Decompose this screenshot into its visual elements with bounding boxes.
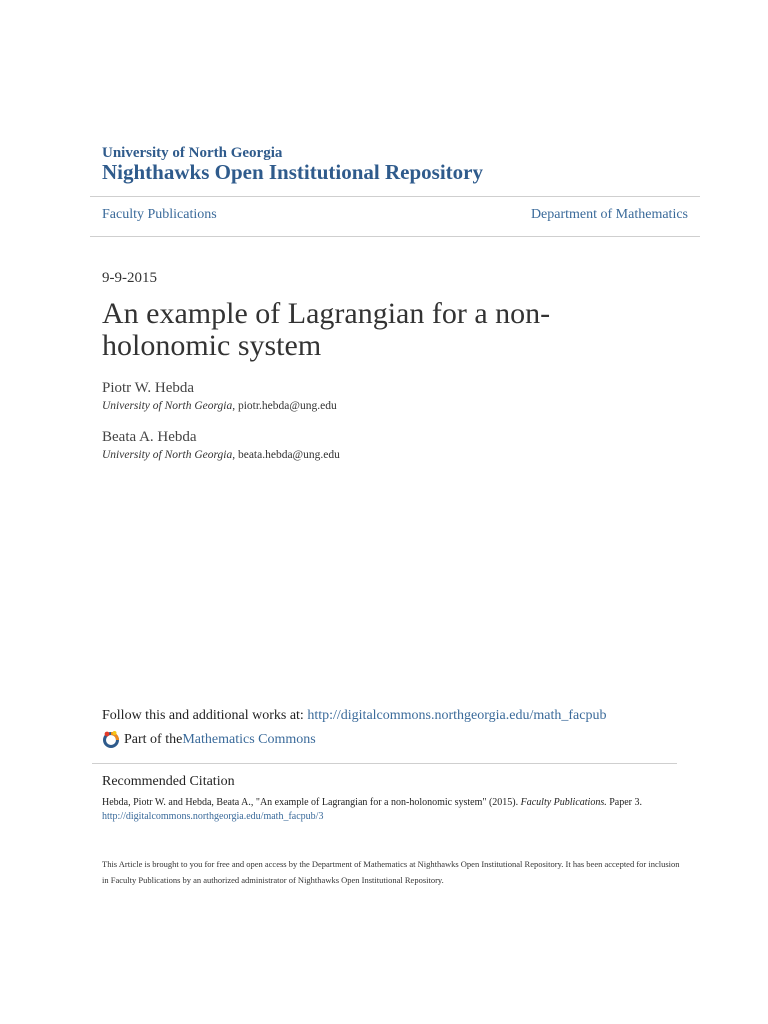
- divider: [90, 236, 700, 237]
- affiliation-name: University of North Georgia: [102, 449, 233, 461]
- institution-name[interactable]: University of North Georgia: [102, 145, 283, 161]
- author-email: , beata.hebda@ung.edu: [232, 449, 340, 461]
- citation-heading: Recommended Citation: [102, 774, 235, 789]
- divider: [90, 196, 700, 197]
- part-of-line: [102, 730, 316, 749]
- author-name: Beata A. Hebda: [102, 429, 197, 445]
- divider: [92, 763, 677, 764]
- citation-body: [102, 796, 702, 824]
- citation-paper: Paper 3.: [606, 797, 642, 808]
- article-title: An example of Lagrangian for a non-holonomic system: [102, 297, 551, 362]
- follow-link[interactable]: http://digitalcommons.northgeorgia.edu/math_facpub: [307, 708, 607, 723]
- citation-series: Faculty Publications.: [520, 797, 607, 808]
- author-affiliation: [102, 449, 340, 461]
- collection-link[interactable]: Faculty Publications: [102, 207, 217, 222]
- publication-date: 9-9-2015: [102, 270, 157, 286]
- citation-link[interactable]: http://digitalcommons.northgeorgia.edu/math_facpub/3: [102, 811, 324, 822]
- follow-line: [102, 708, 606, 724]
- part-of-label: Part of the: [124, 731, 183, 747]
- mathematics-commons-link[interactable]: Mathematics Commons: [182, 731, 316, 747]
- author-affiliation: [102, 400, 337, 412]
- author-name: Piotr W. Hebda: [102, 380, 195, 396]
- author-email: , piotr.hebda@ung.edu: [232, 400, 337, 412]
- repository-name[interactable]: Nighthawks Open Institutional Repository: [102, 160, 483, 184]
- digital-commons-network-icon: [102, 730, 121, 749]
- follow-label: Follow this and additional works at:: [102, 708, 308, 723]
- access-notice: This Article is brought to you for free and open access by the Department of Mathematics at Nighthawks Open Institutional Repository. It has been accepted for inclusion in Faculty Publications by an authorized administrator of Nighthawks Open Institutional Repository.: [102, 859, 680, 885]
- citation-text: Hebda, Piotr W. and Hebda, Beata A., "An example of Lagrangian for a non-holonomic system" (2015).: [102, 797, 521, 808]
- department-link[interactable]: Department of Mathematics: [530, 207, 688, 222]
- affiliation-name: University of North Georgia: [102, 400, 233, 412]
